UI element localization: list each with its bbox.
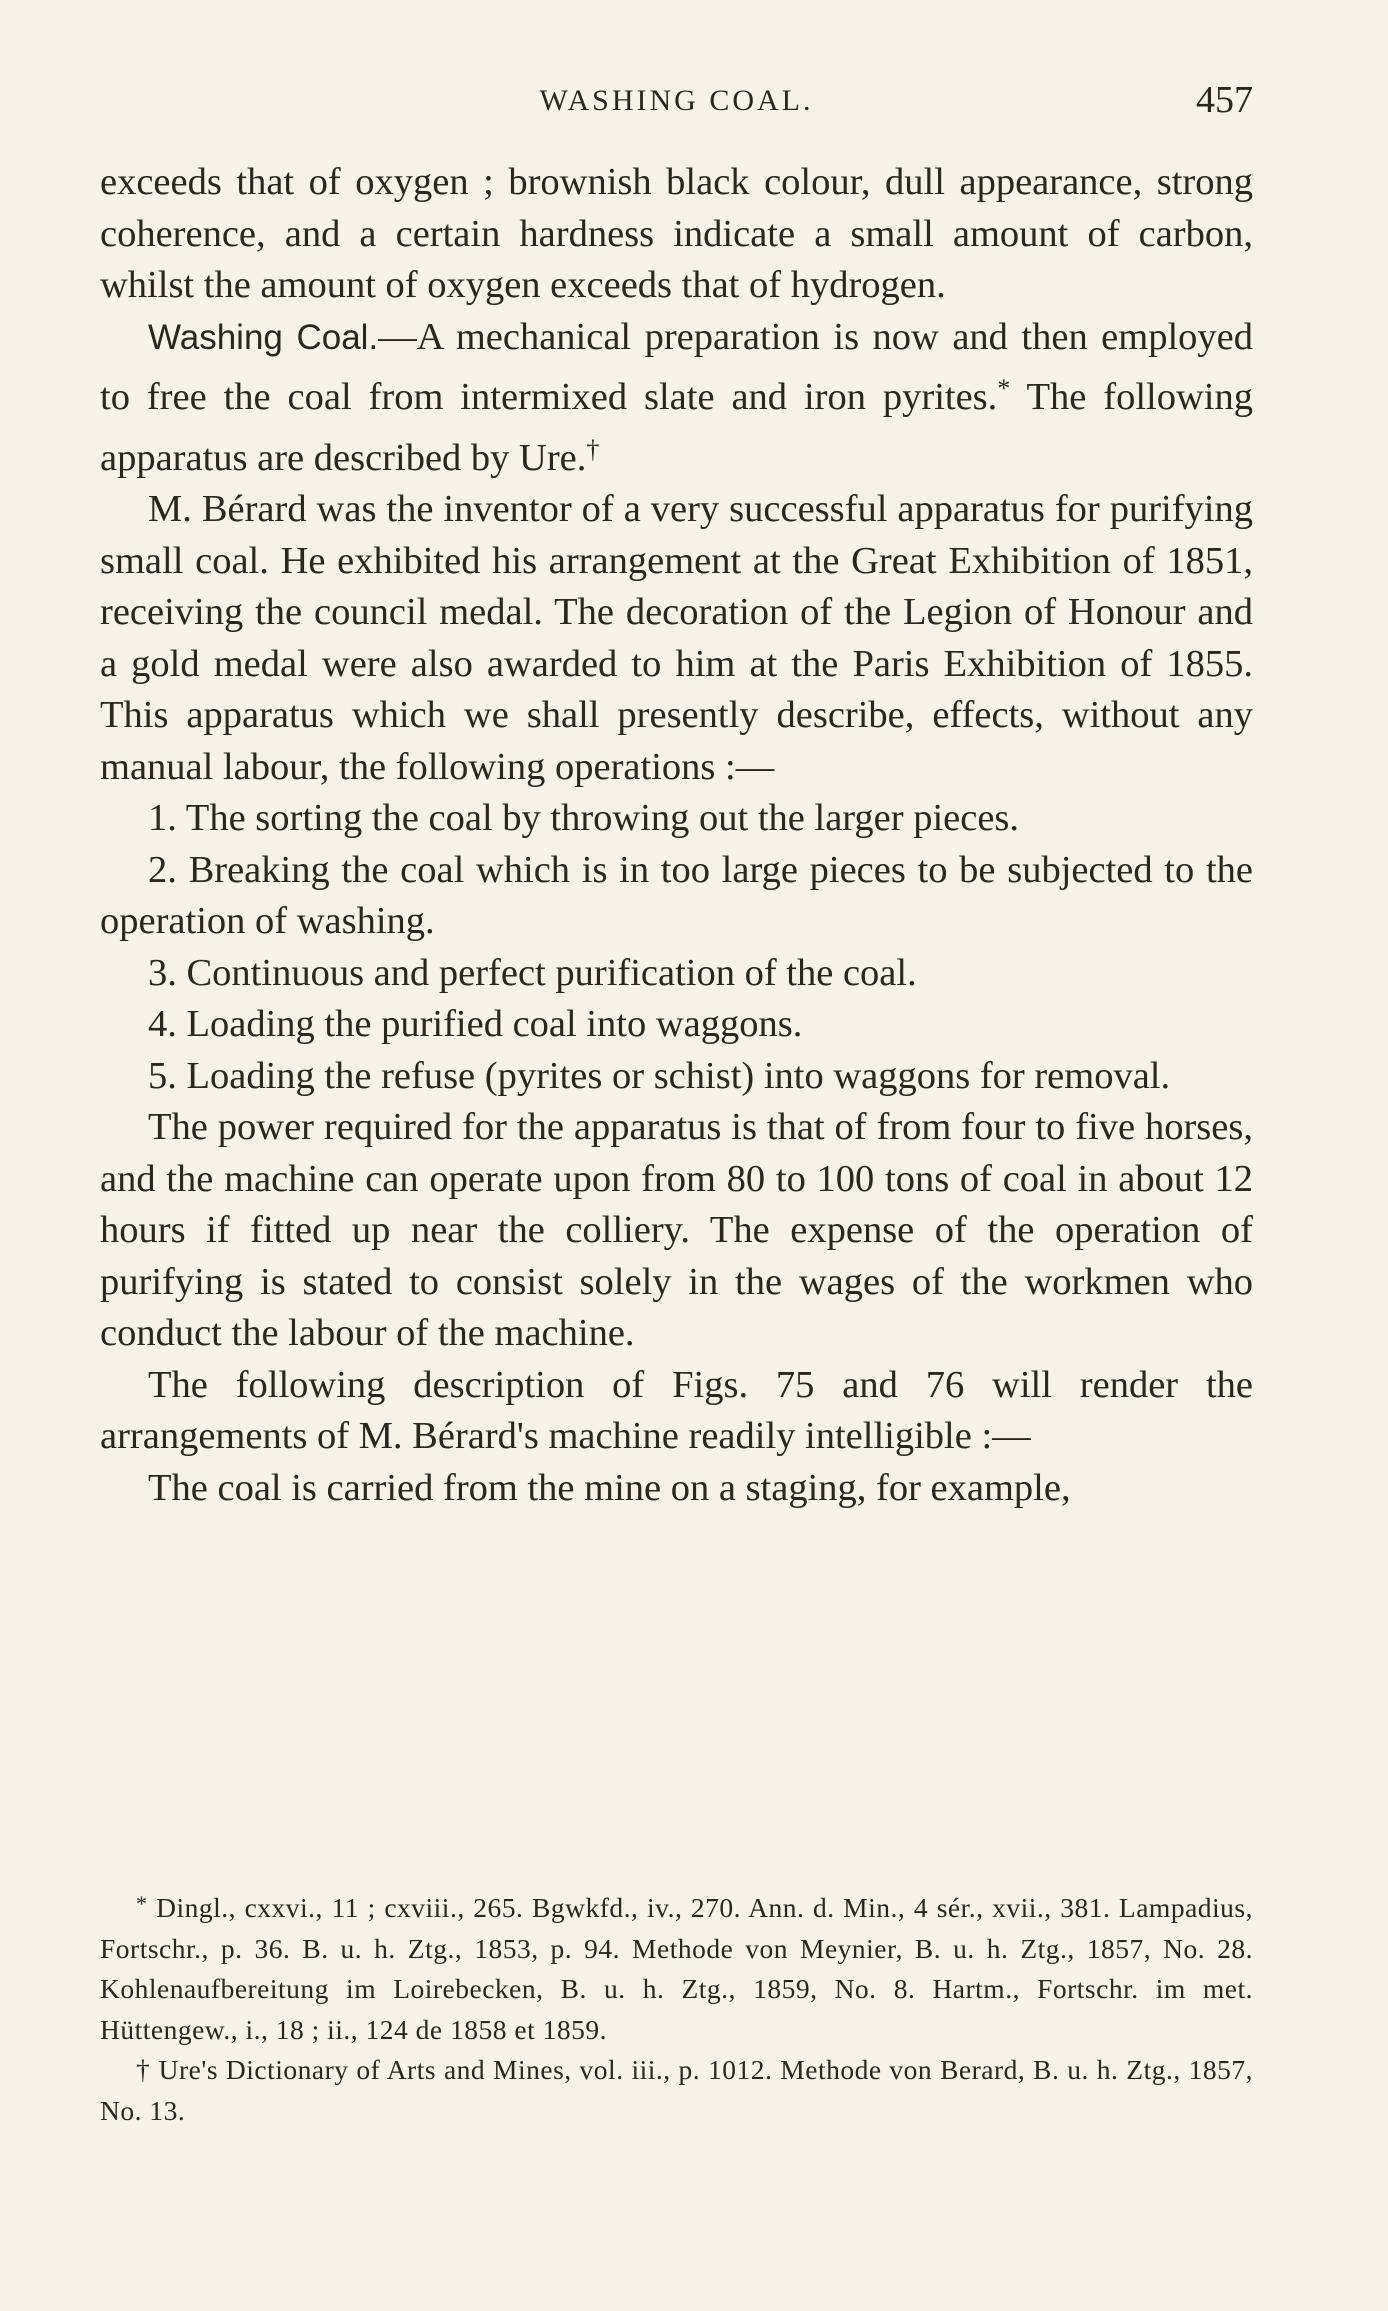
- paragraph: The following description of Figs. 75 and 76 will render the arrangements of M. Bérard's machine readily intelligible :—: [100, 1363, 1253, 1457]
- paragraph-washing-coal: [100, 312, 1253, 485]
- list-item: 5. Loading the refuse (pyrites or schist) into waggons for removal.: [148, 1054, 1171, 1097]
- paragraph: The coal is carried from the mine on a staging, for example,: [148, 1466, 1071, 1509]
- list-item: 2. Breaking the coal which is in too large pieces to be subjected to the operation of washing.: [100, 848, 1253, 942]
- page-number: 457: [1196, 79, 1253, 121]
- paragraph-text: The following apparatus are described by Ure.: [100, 376, 1253, 479]
- page-header: [100, 78, 1253, 128]
- footnote: [100, 1884, 1253, 2050]
- list-item: 1. The sorting the coal by throwing out the larger pieces.: [148, 797, 1020, 839]
- paragraph-text: —A mechanical preparation is now and then employed to free the coal from intermixed slate and iron pyrites.: [100, 315, 1253, 418]
- footnote-mark: *: [136, 1891, 148, 1916]
- body-text: [100, 157, 1253, 1514]
- list-item: 4. Loading the purified coal into waggons.: [148, 1003, 803, 1045]
- footnote-text: Ure's Dictionary of Arts and Mines, vol. iii., p. 1012. Methode von Berard, B. u. h. Ztg., 1857, No. 13.: [100, 2054, 1253, 2126]
- footnotes: [100, 1884, 1253, 2131]
- footnote: [100, 2050, 1253, 2131]
- paragraph: exceeds that of oxygen ; brownish black colour, dull appearance, strong coherence, and a certain hardness indicate a small amount of carbon, whilst the amount of oxygen exceeds that of hydrogen.: [100, 161, 1253, 306]
- paragraph: The power required for the apparatus is that of from four to five horses, and the machine can operate upon from 80 to 100 tons of coal in about 12 hours if fitted up near the colliery. The expense of the operation of purifying is stated to consist solely in the wages of the workmen who conduct the labour of the machine.: [100, 1106, 1253, 1354]
- footnote-reference: *: [997, 374, 1011, 403]
- list-item: 3. Continuous and perfect purification of the coal.: [148, 951, 917, 994]
- footnote-mark: †: [136, 2054, 151, 2085]
- running-title: WASHING COAL.: [539, 84, 814, 117]
- footnote-reference: †: [586, 434, 600, 464]
- paragraph: M. Bérard was the inventor of a very successful apparatus for purifying small coal. He exhibited his arrangement at the Great Exhibition of 1851, receiving the council medal. The decoration of the Legion of Honour and a gold medal were also awarded to him at the Paris Exhibition of 1855. This apparatus which we shall presently describe, effects, without any manual labour, the following operations :—: [100, 488, 1253, 788]
- footnote-text: Dingl., cxxvi., 11 ; cxviii., 265. Bgwkfd., iv., 270. Ann. d. Min., 4 sér., xvii., 381. Lampadius, Fortschr., p. 36. B. u. h. Ztg., 1853, p. 94. Methode von Meynier, B. u. h. Ztg., 1857, No. 28. Kohlenaufbereitung im Loirebecken, B. u. h. Ztg., 1859, No. 8. Hartm., Fortschr. im met. Hüttengew., i., 18 ; ii., 124 de 1858 et 1859.: [100, 1892, 1253, 2045]
- section-heading: Washing Coal.: [148, 317, 379, 357]
